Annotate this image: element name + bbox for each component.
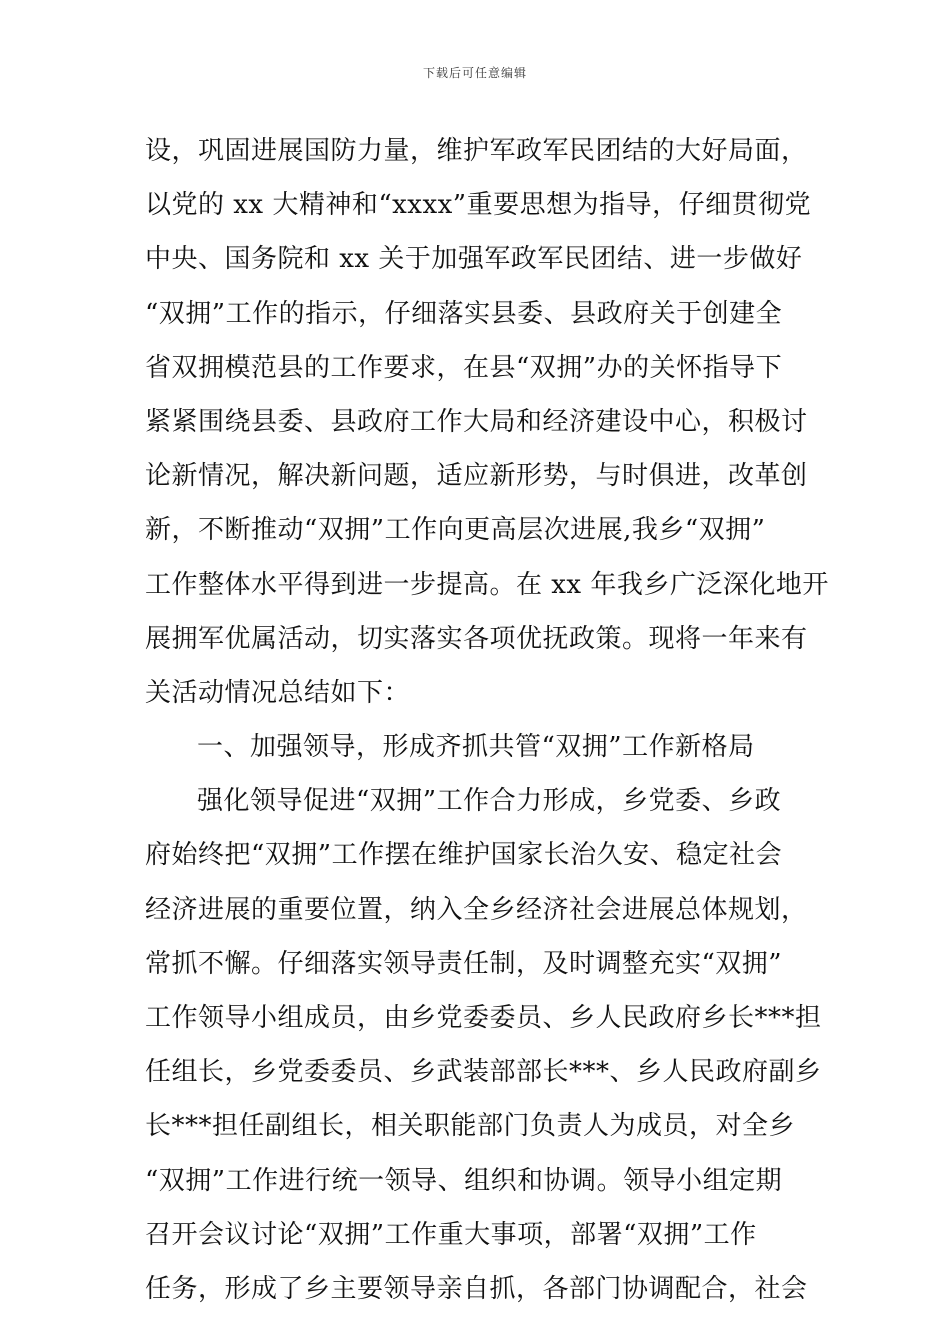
text-line: “双拥”工作的指示，仔细落实县委、县政府关于创建全 [145, 298, 783, 329]
text-line: 长***担任副组长，相关职能部门负责人为成员，对全乡 [145, 1111, 796, 1142]
text-line: 省双拥模范县的工作要求，在县“双拥”办的关怀指导下 [145, 352, 783, 383]
text-line: 以党的 xx 大精神和“xxxx”重要思想为指导，仔细贯彻党 [145, 190, 812, 221]
text-line: 紧紧围绕县委、县政府工作大局和经济建设中心，积极讨 [145, 406, 808, 437]
text-line: 设，巩固进展国防力量，维护军政军民团结的大好局面， [145, 136, 808, 166]
text-line: “双拥”工作进行统一领导、组织和协调。领导小组定期 [145, 1165, 783, 1196]
text-line: 论新情况，解决新问题，适应新形势，与时俱进，改革创 [145, 461, 808, 492]
page-header: 下载后可任意编辑 [422, 66, 527, 80]
text-line: 强化领导促进“双拥”工作合力形成，乡党委、乡政 [197, 786, 782, 817]
text-line: 任组长，乡党委委员、乡武装部部长***、乡人民政府副乡 [145, 1057, 822, 1088]
text-line: 一、加强领导，形成齐抓共管“双拥”工作新格局 [197, 732, 755, 763]
text-line: 关活动情况总结如下： [145, 677, 411, 708]
text-line: 中央、国务院和 xx 关于加强军政军民团结、进一步做好 [145, 244, 803, 275]
text-line: 常抓不懈。仔细落实领导责任制，及时调整充实“双拥” [145, 948, 783, 979]
text-line: 召开会议讨论“双拥”工作重大事项，部署“双拥”工作 [145, 1219, 757, 1250]
text-line: 经济进展的重要位置，纳入全乡经济社会进展总体规划， [145, 894, 808, 925]
text-line: 工作整体水平得到进一步提高。在 xx 年我乡广泛深化地开 [145, 569, 829, 600]
text-line: 新，不断推动“双拥”工作向更高层次进展,我乡“双拥” [145, 515, 766, 546]
text-line: 工作领导小组成员，由乡党委委员、乡人民政府乡长***担 [145, 1003, 822, 1033]
text-line: 任务，形成了乡主要领导亲自抓，各部门协调配合，社会 [145, 1273, 808, 1304]
document-body [145, 124, 829, 1316]
text-line: 府始终把“双拥”工作摆在维护国家长治久安、稳定社会 [145, 840, 783, 871]
text-line: 展拥军优属活动，切实落实各项优抚政策。现将一年来有 [145, 623, 808, 654]
